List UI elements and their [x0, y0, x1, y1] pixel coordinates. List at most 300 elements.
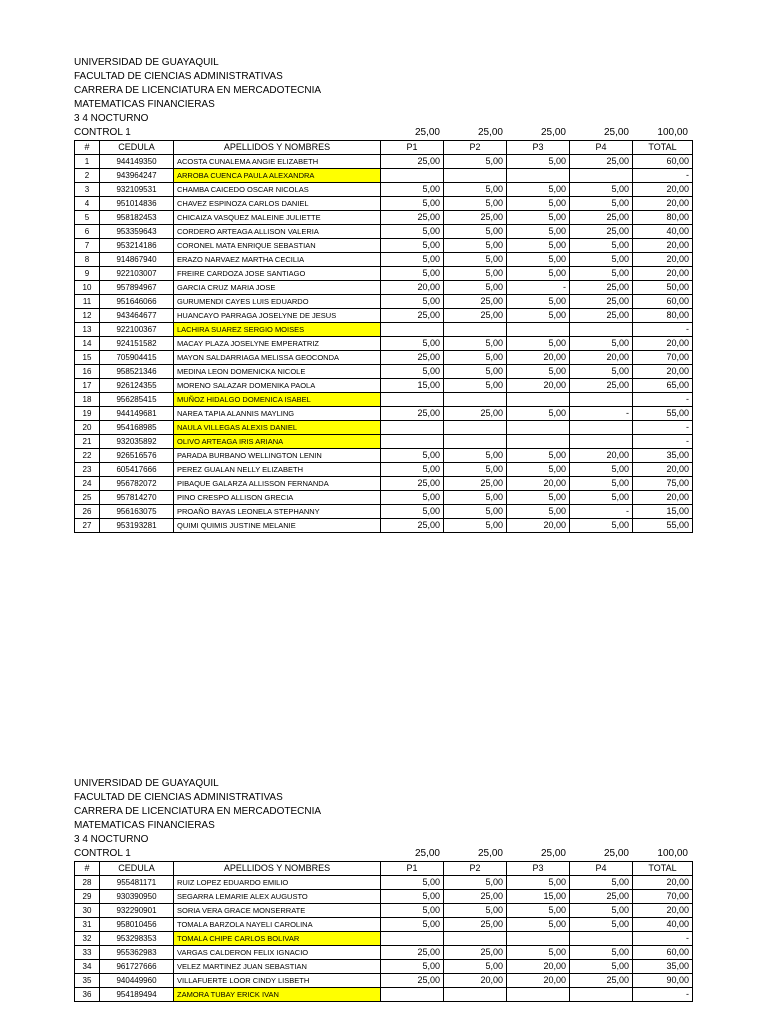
student-name: SORIA VERA GRACE MONSERRATE: [174, 904, 381, 918]
p2-score: 5,00: [444, 463, 507, 477]
student-name: VILLAFUERTE LOOR CINDY LISBETH: [174, 974, 381, 988]
cedula-cell: 954189494: [100, 988, 174, 1002]
p1-score: 5,00: [381, 225, 444, 239]
student-name: MORENO SALAZAR DOMENIKA PAOLA: [174, 379, 381, 393]
p1-score: 25,00: [381, 155, 444, 169]
col-number: #: [75, 141, 100, 155]
row-number: 31: [75, 918, 100, 932]
student-name: LACHIRA SUAREZ SERGIO MOISES: [174, 323, 381, 337]
total-score: 15,00: [633, 505, 693, 519]
weight-p3: 25,00: [540, 848, 566, 859]
p2-score: [444, 169, 507, 183]
total-score: -: [633, 393, 693, 407]
total-score: 35,00: [633, 960, 693, 974]
row-number: 19: [75, 407, 100, 421]
p2-score: 5,00: [444, 281, 507, 295]
table-row: [75, 351, 693, 365]
p1-score: 5,00: [381, 491, 444, 505]
total-score: 20,00: [633, 337, 693, 351]
p1-score: [381, 435, 444, 449]
p4-score: 5,00: [570, 463, 633, 477]
total-score: 20,00: [633, 876, 693, 890]
p3-score: 5,00: [507, 463, 570, 477]
student-name: ARROBA CUENCA PAULA ALEXANDRA: [174, 169, 381, 183]
p4-score: 5,00: [570, 267, 633, 281]
p1-score: 25,00: [381, 519, 444, 533]
row-number: 18: [75, 393, 100, 407]
cedula-cell: 956782072: [100, 477, 174, 491]
p2-score: [444, 323, 507, 337]
cedula-cell: 958521346: [100, 365, 174, 379]
p4-score: 20,00: [570, 449, 633, 463]
career-name: CARRERA DE LICENCIATURA EN MERCADOTECNIA: [74, 806, 322, 817]
p3-score: [507, 421, 570, 435]
total-score: 70,00: [633, 890, 693, 904]
student-name: PEREZ GUALAN NELLY ELIZABETH: [174, 463, 381, 477]
row-number: 35: [75, 974, 100, 988]
cedula-cell: 953298353: [100, 932, 174, 946]
total-score: 20,00: [633, 491, 693, 505]
p3-score: [507, 988, 570, 1002]
weight-p1: 25,00: [414, 127, 440, 138]
group-label: 3 4 NOCTURNO: [74, 834, 149, 845]
cedula-cell: 953359643: [100, 225, 174, 239]
table-row: [75, 477, 693, 491]
student-name: PROAÑO BAYAS LEONELA STEPHANNY: [174, 505, 381, 519]
p2-score: 5,00: [444, 239, 507, 253]
grade-sheet-2: [74, 777, 692, 1002]
row-number: 13: [75, 323, 100, 337]
weight-total: 100,00: [657, 848, 688, 859]
total-score: 60,00: [633, 946, 693, 960]
total-score: 35,00: [633, 449, 693, 463]
total-score: -: [633, 988, 693, 1002]
table-row: [75, 169, 693, 183]
p1-score: 5,00: [381, 876, 444, 890]
student-name: GURUMENDI CAYES LUIS EDUARDO: [174, 295, 381, 309]
p4-score: 5,00: [570, 946, 633, 960]
table-row: [75, 197, 693, 211]
p2-score: 5,00: [444, 449, 507, 463]
p4-score: [570, 988, 633, 1002]
col-p1: P1: [381, 141, 444, 155]
col-p4: P4: [570, 141, 633, 155]
student-name: CHICAIZA VASQUEZ MALEINE JULIETTE: [174, 211, 381, 225]
p1-score: 5,00: [381, 239, 444, 253]
table-row: [75, 519, 693, 533]
total-score: -: [633, 169, 693, 183]
row-number: 30: [75, 904, 100, 918]
cedula-cell: 940449960: [100, 974, 174, 988]
p2-score: 25,00: [444, 946, 507, 960]
p3-score: 5,00: [507, 309, 570, 323]
row-number: 24: [75, 477, 100, 491]
p2-score: 5,00: [444, 365, 507, 379]
cedula-cell: 951014836: [100, 197, 174, 211]
grades-table-body: [75, 155, 693, 533]
table-row: [75, 379, 693, 393]
p3-score: [507, 393, 570, 407]
cedula-cell: 955362983: [100, 946, 174, 960]
p3-score: 5,00: [507, 211, 570, 225]
table-header: [75, 862, 693, 876]
total-score: -: [633, 323, 693, 337]
p3-score: [507, 323, 570, 337]
p4-score: 5,00: [570, 918, 633, 932]
cedula-cell: 605417666: [100, 463, 174, 477]
row-number: 26: [75, 505, 100, 519]
row-number: 8: [75, 253, 100, 267]
control-row: [74, 126, 692, 140]
total-score: -: [633, 421, 693, 435]
student-name: ERAZO NARVAEZ MARTHA CECILIA: [174, 253, 381, 267]
p1-score: 15,00: [381, 379, 444, 393]
row-number: 23: [75, 463, 100, 477]
p3-score: 20,00: [507, 351, 570, 365]
p2-score: 5,00: [444, 519, 507, 533]
p4-score: 5,00: [570, 183, 633, 197]
p4-score: [570, 393, 633, 407]
row-number: 7: [75, 239, 100, 253]
cedula-cell: 953193281: [100, 519, 174, 533]
total-score: -: [633, 435, 693, 449]
student-name: GARCIA CRUZ MARIA JOSE: [174, 281, 381, 295]
cedula-cell: 954168985: [100, 421, 174, 435]
student-name: TOMALA CHIPE CARLOS BOLIVAR: [174, 932, 381, 946]
table-row: [75, 281, 693, 295]
cedula-cell: 924151582: [100, 337, 174, 351]
p4-score: [570, 435, 633, 449]
p3-score: 5,00: [507, 225, 570, 239]
student-name: VELEZ MARTINEZ JUAN SEBASTIAN: [174, 960, 381, 974]
total-score: 40,00: [633, 918, 693, 932]
total-score: 50,00: [633, 281, 693, 295]
row-number: 1: [75, 155, 100, 169]
career-name: CARRERA DE LICENCIATURA EN MERCADOTECNIA: [74, 85, 322, 96]
p3-score: 5,00: [507, 337, 570, 351]
p1-score: 5,00: [381, 337, 444, 351]
cedula-cell: 956285415: [100, 393, 174, 407]
subject-name: MATEMATICAS FINANCIERAS: [74, 99, 215, 110]
cedula-cell: 932109531: [100, 183, 174, 197]
weight-total: 100,00: [657, 127, 688, 138]
p3-score: [507, 932, 570, 946]
p2-score: 5,00: [444, 337, 507, 351]
p1-score: 25,00: [381, 351, 444, 365]
p1-score: 25,00: [381, 946, 444, 960]
table-row: [75, 946, 693, 960]
table-row: [75, 918, 693, 932]
p1-score: 5,00: [381, 505, 444, 519]
student-name: MAYON SALDARRIAGA MELISSA GEOCONDA: [174, 351, 381, 365]
p3-score: 20,00: [507, 519, 570, 533]
table-row: [75, 491, 693, 505]
table-header: [75, 141, 693, 155]
table-row: [75, 960, 693, 974]
table-row: [75, 155, 693, 169]
total-score: 20,00: [633, 253, 693, 267]
p4-score: 5,00: [570, 960, 633, 974]
weight-p4: 25,00: [603, 127, 629, 138]
total-score: 55,00: [633, 519, 693, 533]
p2-score: 5,00: [444, 253, 507, 267]
table-row: [75, 295, 693, 309]
cedula-cell: 957894967: [100, 281, 174, 295]
col-name: APELLIDOS Y NOMBRES: [174, 141, 381, 155]
p1-score: 5,00: [381, 904, 444, 918]
p2-score: [444, 421, 507, 435]
table-row: [75, 974, 693, 988]
cedula-cell: 944149350: [100, 155, 174, 169]
row-number: 27: [75, 519, 100, 533]
p2-score: [444, 932, 507, 946]
student-name: PINO CRESPO ALLISON GRECIA: [174, 491, 381, 505]
p4-score: 25,00: [570, 211, 633, 225]
p3-score: 5,00: [507, 267, 570, 281]
p4-score: 5,00: [570, 876, 633, 890]
p1-score: 5,00: [381, 365, 444, 379]
p3-score: 5,00: [507, 183, 570, 197]
control-label: CONTROL 1: [74, 127, 131, 138]
grades-table-body: [75, 876, 693, 1002]
p1-score: 25,00: [381, 477, 444, 491]
student-name: TOMALA BARZOLA NAYELI CAROLINA: [174, 918, 381, 932]
p4-score: 25,00: [570, 379, 633, 393]
p4-score: -: [570, 505, 633, 519]
p4-score: 5,00: [570, 491, 633, 505]
row-number: 6: [75, 225, 100, 239]
p4-score: 25,00: [570, 890, 633, 904]
student-name: PIBAQUE GALARZA ALLISSON FERNANDA: [174, 477, 381, 491]
p3-score: 5,00: [507, 505, 570, 519]
cedula-cell: 922100367: [100, 323, 174, 337]
student-name: FREIRE CARDOZA JOSE SANTIAGO: [174, 267, 381, 281]
table-row: [75, 309, 693, 323]
table-row: [75, 253, 693, 267]
p2-score: 5,00: [444, 351, 507, 365]
table-row: [75, 337, 693, 351]
p2-score: 25,00: [444, 890, 507, 904]
p4-score: 5,00: [570, 365, 633, 379]
table-row: [75, 876, 693, 890]
row-number: 33: [75, 946, 100, 960]
p2-score: 20,00: [444, 974, 507, 988]
p2-score: 5,00: [444, 155, 507, 169]
cedula-cell: 926516576: [100, 449, 174, 463]
row-number: 12: [75, 309, 100, 323]
p2-score: [444, 988, 507, 1002]
p3-score: 20,00: [507, 960, 570, 974]
cedula-cell: 914867940: [100, 253, 174, 267]
group-label: 3 4 NOCTURNO: [74, 113, 149, 124]
p4-score: [570, 932, 633, 946]
cedula-cell: 926124355: [100, 379, 174, 393]
student-name: QUIMI QUIMIS JUSTINE MELANIE: [174, 519, 381, 533]
student-name: ACOSTA CUNALEMA ANGIE ELIZABETH: [174, 155, 381, 169]
table-row: [75, 449, 693, 463]
total-score: 20,00: [633, 197, 693, 211]
p1-score: 5,00: [381, 960, 444, 974]
student-name: CHAVEZ ESPINOZA CARLOS DANIEL: [174, 197, 381, 211]
p1-score: [381, 988, 444, 1002]
p1-score: 25,00: [381, 309, 444, 323]
student-name: HUANCAYO PARRAGA JOSELYNE DE JESUS: [174, 309, 381, 323]
control-label: CONTROL 1: [74, 848, 131, 859]
p1-score: [381, 421, 444, 435]
col-p3: P3: [507, 141, 570, 155]
student-name: CHAMBA CAICEDO OSCAR NICOLAS: [174, 183, 381, 197]
row-number: 29: [75, 890, 100, 904]
p1-score: 25,00: [381, 211, 444, 225]
row-number: 20: [75, 421, 100, 435]
total-score: 60,00: [633, 155, 693, 169]
p4-score: -: [570, 407, 633, 421]
p3-score: 20,00: [507, 974, 570, 988]
row-number: 17: [75, 379, 100, 393]
p2-score: 5,00: [444, 267, 507, 281]
row-number: 21: [75, 435, 100, 449]
total-score: 20,00: [633, 239, 693, 253]
row-number: 4: [75, 197, 100, 211]
col-cedula: CEDULA: [100, 862, 174, 876]
total-score: 40,00: [633, 225, 693, 239]
table-row: [75, 267, 693, 281]
student-name: CORDERO ARTEAGA ALLISON VALERIA: [174, 225, 381, 239]
p2-score: 25,00: [444, 211, 507, 225]
p1-score: 20,00: [381, 281, 444, 295]
p4-score: 5,00: [570, 239, 633, 253]
row-number: 36: [75, 988, 100, 1002]
row-number: 11: [75, 295, 100, 309]
total-score: 20,00: [633, 463, 693, 477]
weight-p2: 25,00: [477, 848, 503, 859]
student-name: MACAY PLAZA JOSELYNE EMPERATRIZ: [174, 337, 381, 351]
p2-score: 5,00: [444, 197, 507, 211]
p3-score: 5,00: [507, 904, 570, 918]
control-row: [74, 847, 692, 861]
cedula-cell: 956163075: [100, 505, 174, 519]
grade-sheet-1: [74, 56, 692, 533]
total-score: 90,00: [633, 974, 693, 988]
p3-score: 15,00: [507, 890, 570, 904]
student-name: MUÑOZ HIDALGO DOMENICA ISABEL: [174, 393, 381, 407]
total-score: 20,00: [633, 365, 693, 379]
faculty-name: FACULTAD DE CIENCIAS ADMINISTRATIVAS: [74, 792, 283, 803]
col-p2: P2: [444, 862, 507, 876]
p2-score: [444, 393, 507, 407]
table-row: [75, 211, 693, 225]
p3-score: 5,00: [507, 876, 570, 890]
student-name: OLIVO ARTEAGA IRIS ARIANA: [174, 435, 381, 449]
student-name: VARGAS CALDERON FELIX IGNACIO: [174, 946, 381, 960]
p1-score: [381, 932, 444, 946]
p1-score: 5,00: [381, 918, 444, 932]
p2-score: 5,00: [444, 904, 507, 918]
p2-score: [444, 435, 507, 449]
table-row: [75, 988, 693, 1002]
p4-score: [570, 421, 633, 435]
row-number: 9: [75, 267, 100, 281]
p2-score: 25,00: [444, 295, 507, 309]
total-score: 80,00: [633, 309, 693, 323]
cedula-cell: 955481171: [100, 876, 174, 890]
p3-score: 5,00: [507, 946, 570, 960]
table-row: [75, 239, 693, 253]
col-p4: P4: [570, 862, 633, 876]
student-name: PARADA BURBANO WELLINGTON LENIN: [174, 449, 381, 463]
cedula-cell: 961727666: [100, 960, 174, 974]
grades-table: [74, 861, 693, 1002]
p4-score: 25,00: [570, 974, 633, 988]
table-row: [75, 890, 693, 904]
student-name: NAULA VILLEGAS ALEXIS DANIEL: [174, 421, 381, 435]
p1-score: [381, 323, 444, 337]
p1-score: 5,00: [381, 267, 444, 281]
p4-score: 5,00: [570, 197, 633, 211]
p4-score: 5,00: [570, 904, 633, 918]
university-name: UNIVERSIDAD DE GUAYAQUIL: [74, 57, 219, 68]
student-name: SEGARRA LEMARIE ALEX AUGUSTO: [174, 890, 381, 904]
p4-score: 20,00: [570, 351, 633, 365]
student-name: NAREA TAPIA ALANNIS MAYLING: [174, 407, 381, 421]
p1-score: [381, 169, 444, 183]
p4-score: 5,00: [570, 337, 633, 351]
col-name: APELLIDOS Y NOMBRES: [174, 862, 381, 876]
cedula-cell: 932035892: [100, 435, 174, 449]
faculty-name: FACULTAD DE CIENCIAS ADMINISTRATIVAS: [74, 71, 283, 82]
weight-p2: 25,00: [477, 127, 503, 138]
row-number: 32: [75, 932, 100, 946]
student-name: ZAMORA TUBAY ERICK IVAN: [174, 988, 381, 1002]
total-score: 20,00: [633, 183, 693, 197]
p2-score: 5,00: [444, 379, 507, 393]
total-score: -: [633, 932, 693, 946]
total-score: 20,00: [633, 904, 693, 918]
university-name: UNIVERSIDAD DE GUAYAQUIL: [74, 778, 219, 789]
total-score: 75,00: [633, 477, 693, 491]
table-row: [75, 463, 693, 477]
student-name: CORONEL MATA ENRIQUE SEBASTIAN: [174, 239, 381, 253]
cedula-cell: 930390950: [100, 890, 174, 904]
p1-score: 5,00: [381, 197, 444, 211]
cedula-cell: 705904415: [100, 351, 174, 365]
total-score: 60,00: [633, 295, 693, 309]
p4-score: 25,00: [570, 155, 633, 169]
table-row: [75, 183, 693, 197]
row-number: 28: [75, 876, 100, 890]
p1-score: 25,00: [381, 407, 444, 421]
p4-score: 25,00: [570, 295, 633, 309]
cedula-cell: 951646066: [100, 295, 174, 309]
p4-score: 25,00: [570, 281, 633, 295]
total-score: 70,00: [633, 351, 693, 365]
table-row: [75, 365, 693, 379]
cedula-cell: 944149681: [100, 407, 174, 421]
weight-p4: 25,00: [603, 848, 629, 859]
row-number: 3: [75, 183, 100, 197]
p3-score: 5,00: [507, 155, 570, 169]
p2-score: 5,00: [444, 225, 507, 239]
col-p1: P1: [381, 862, 444, 876]
total-score: 20,00: [633, 267, 693, 281]
table-row: [75, 393, 693, 407]
p3-score: 5,00: [507, 197, 570, 211]
row-number: 22: [75, 449, 100, 463]
p4-score: [570, 169, 633, 183]
cedula-cell: 953214186: [100, 239, 174, 253]
p3-score: 20,00: [507, 477, 570, 491]
p1-score: [381, 393, 444, 407]
